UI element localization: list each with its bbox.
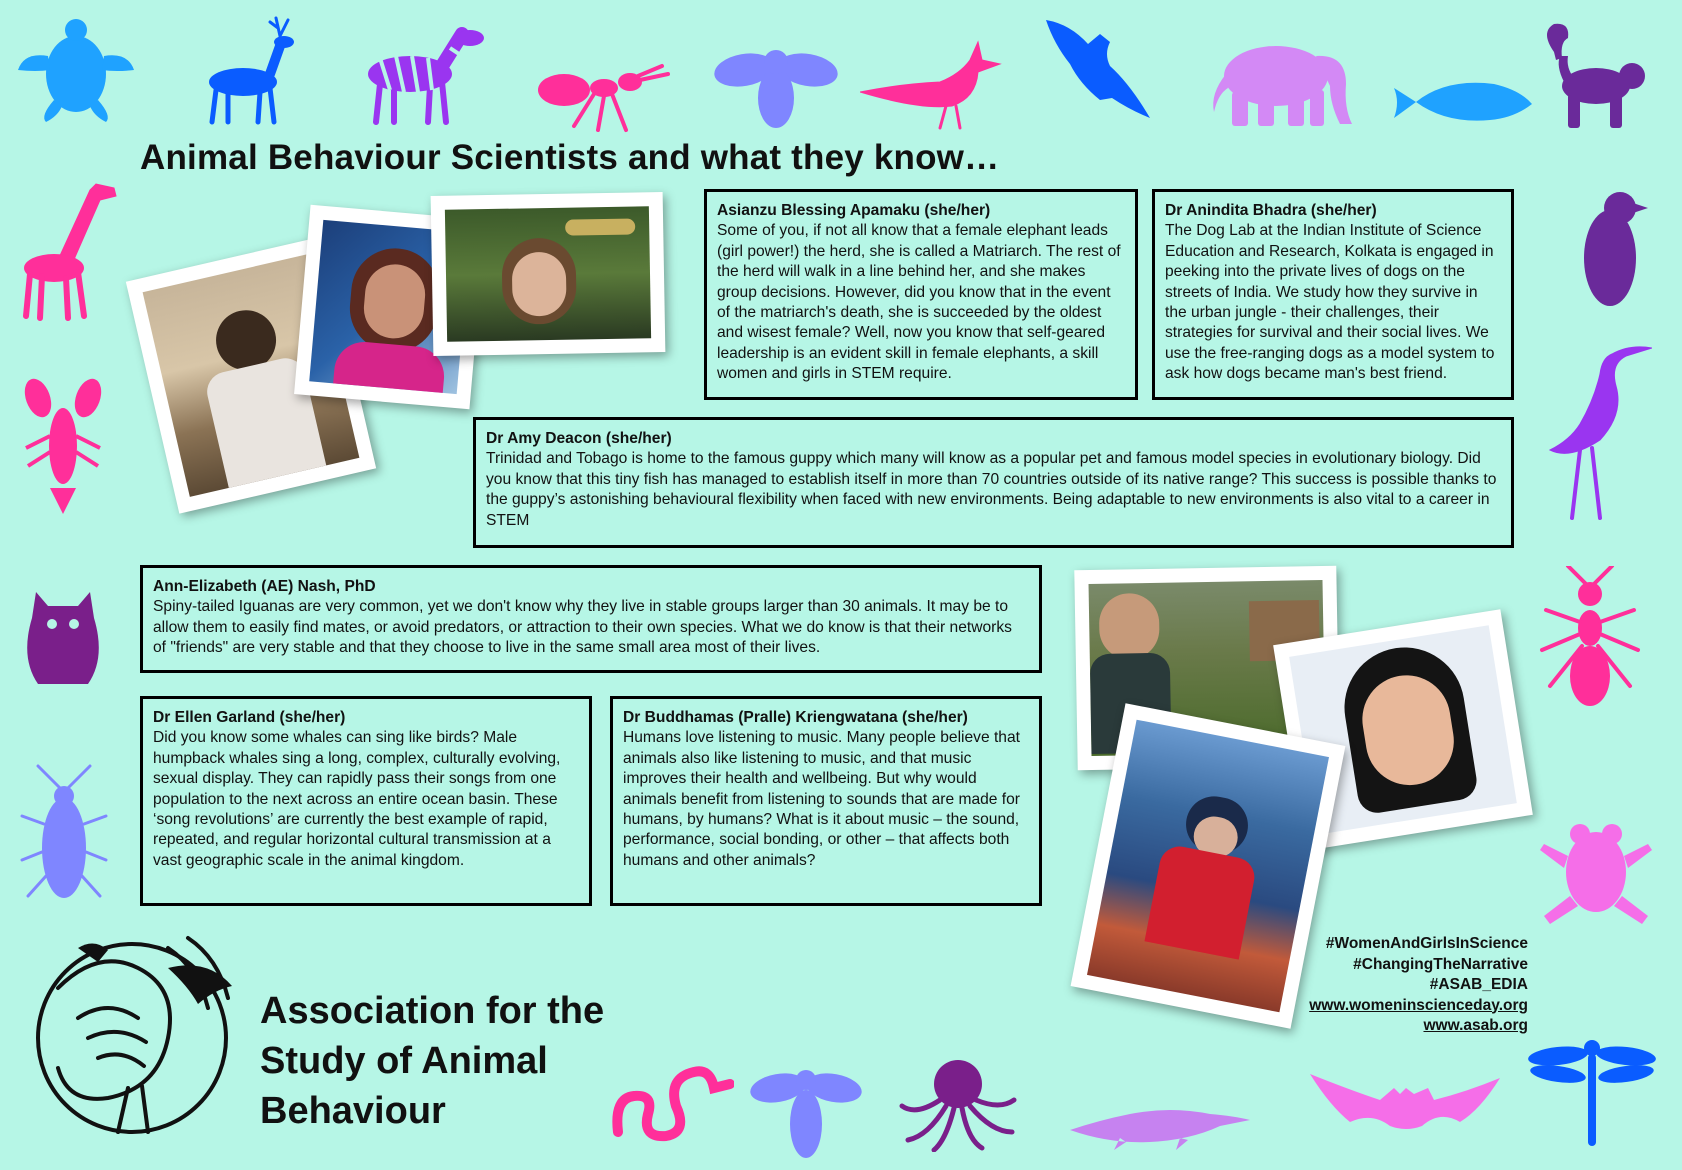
organisation-line-3: Behaviour: [260, 1090, 446, 1132]
card-deacon: [473, 417, 1514, 548]
deer-icon: [188, 14, 308, 126]
heron-icon: [1540, 340, 1652, 520]
elephant-icon: [1206, 34, 1356, 128]
card-nash-name: Ann-Elizabeth (AE) Nash, PhD: [153, 578, 376, 595]
card-garland-text: Did you know some whales can sing like birds? Male humpback whales sing a long, complex, culturally evolving, sexual display. They can rapidly pass their songs from one population to the next across an entire ocean basin. These ‘song revolutions’ are currently the best example of rapid, repeated, and regular horizontal cultural transmission at a vast geographic scale in the animal kingdom.: [153, 729, 561, 869]
asab-logo: [18, 928, 248, 1142]
zebra-icon: [350, 18, 490, 128]
card-apamaku-name: Asianzu Blessing Apamaku (she/her): [717, 202, 991, 219]
bat-icon: [1310, 1070, 1500, 1146]
crocodile-icon: [1070, 1100, 1250, 1152]
card-nash: [140, 565, 1042, 673]
hashtag-women-in-science: #WomenAndGirlsInScience: [1325, 935, 1528, 952]
card-bhadra: [1152, 189, 1514, 400]
bee-icon: [714, 40, 838, 132]
page-title: Animal Behaviour Scientists and what they know…: [140, 138, 1000, 177]
hashtags: [1309, 934, 1528, 1037]
fish-icon: [1394, 74, 1532, 130]
card-apamaku-text: Some of you, if not all know that a female elephant leads (girl power!) the herd, she is called a Matriarch. The rest of the herd will walk in a line behind her, and she makes group decisions. However, did you know that in the event of the matriarch's death, she is succeeded by the oldest and wisest female? Well, now you know that self-geared leadership is an evident skill in female elephants, a skill women and girls in STEM require.: [717, 222, 1121, 383]
card-kriengwatana-text: Humans love listening to music. Many people believe that animals also like listening to music, and that music improves their health and wellbeing. But why would animals benefit from listening to sounds that are made for humans, by humans? What is it about music – the sound, performance, social bonding, or other – that affects both humans and other animals?: [623, 729, 1020, 869]
hashtag-asab-edia: #ASAB_EDIA: [1429, 976, 1528, 993]
card-deacon-text: Trinidad and Tobago is home to the famous guppy which many will know as a popular pet and famous model species in evolutionary biology. Did you know that this tiny fish has managed to establish itself in more than 70 countries outside of its native range? This success is possible thanks to the guppy’s astonishing behavioural flexibility when faced with new environments. Being adaptable to new environments is also vital to a career in STEM: [486, 450, 1497, 529]
lemur-icon: [1540, 22, 1650, 130]
card-bhadra-text: The Dog Lab at the Indian Institute of Science Education and Research, Kolkata is engaged in peeking into the private lives of dogs on the streets of India. We study how they survive in the urban jungle - their challenges, their strategies for survival and their social lives. We use the free-ranging dogs as a model system to ask how dogs became man's best friend.: [1165, 222, 1495, 383]
lobster-icon: [20, 376, 106, 516]
card-apamaku: [704, 189, 1138, 400]
owl-icon: [18, 588, 108, 690]
organisation-line-2: Study of Animal: [260, 1040, 548, 1082]
card-kriengwatana: [610, 696, 1042, 906]
hashtag-changing-narrative: #ChangingTheNarrative: [1353, 955, 1528, 973]
ant-icon: [534, 60, 674, 136]
organisation-name: [260, 986, 604, 1136]
card-bhadra-name: Dr Anindita Bhadra (she/her): [1165, 202, 1377, 219]
penguin-icon: [1574, 188, 1648, 310]
card-kriengwatana-name: Dr Buddhamas (Pralle) Kriengwatana (she/her): [623, 709, 968, 726]
photo-deacon: [431, 192, 666, 356]
eagle-icon: [1040, 14, 1154, 126]
dragonfly-icon: [1526, 1034, 1658, 1146]
card-garland-name: Dr Ellen Garland (she/her): [153, 709, 346, 726]
ant-icon: [1534, 566, 1646, 716]
turtle-icon: [16, 12, 136, 124]
organisation-line-1: Association for the: [260, 990, 605, 1032]
cockroach-icon: [20, 764, 108, 912]
link-women-in-science-day[interactable]: www.womeninscienceday.org: [1309, 996, 1528, 1014]
snake-icon: [610, 1058, 734, 1144]
card-deacon-name: Dr Amy Deacon (she/her): [486, 430, 672, 447]
giraffe-icon: [18, 176, 122, 322]
frog-icon: [1538, 816, 1654, 928]
wasp-icon: [748, 1058, 864, 1164]
cardinal-icon: [860, 34, 1010, 130]
card-garland: [140, 696, 592, 906]
octopus-icon: [896, 1056, 1018, 1152]
link-asab[interactable]: www.asab.org: [1423, 1017, 1528, 1034]
card-nash-text: Spiny-tailed Iguanas are very common, yet we don't know why they live in stable groups larger than 30 animals. It may be to allow them to easily find mates, or avoid predators, or attraction to their own species. What we do know is that their networks of "friends" are very stable and that they choose to live in the same small area most of their lives.: [153, 598, 1012, 657]
